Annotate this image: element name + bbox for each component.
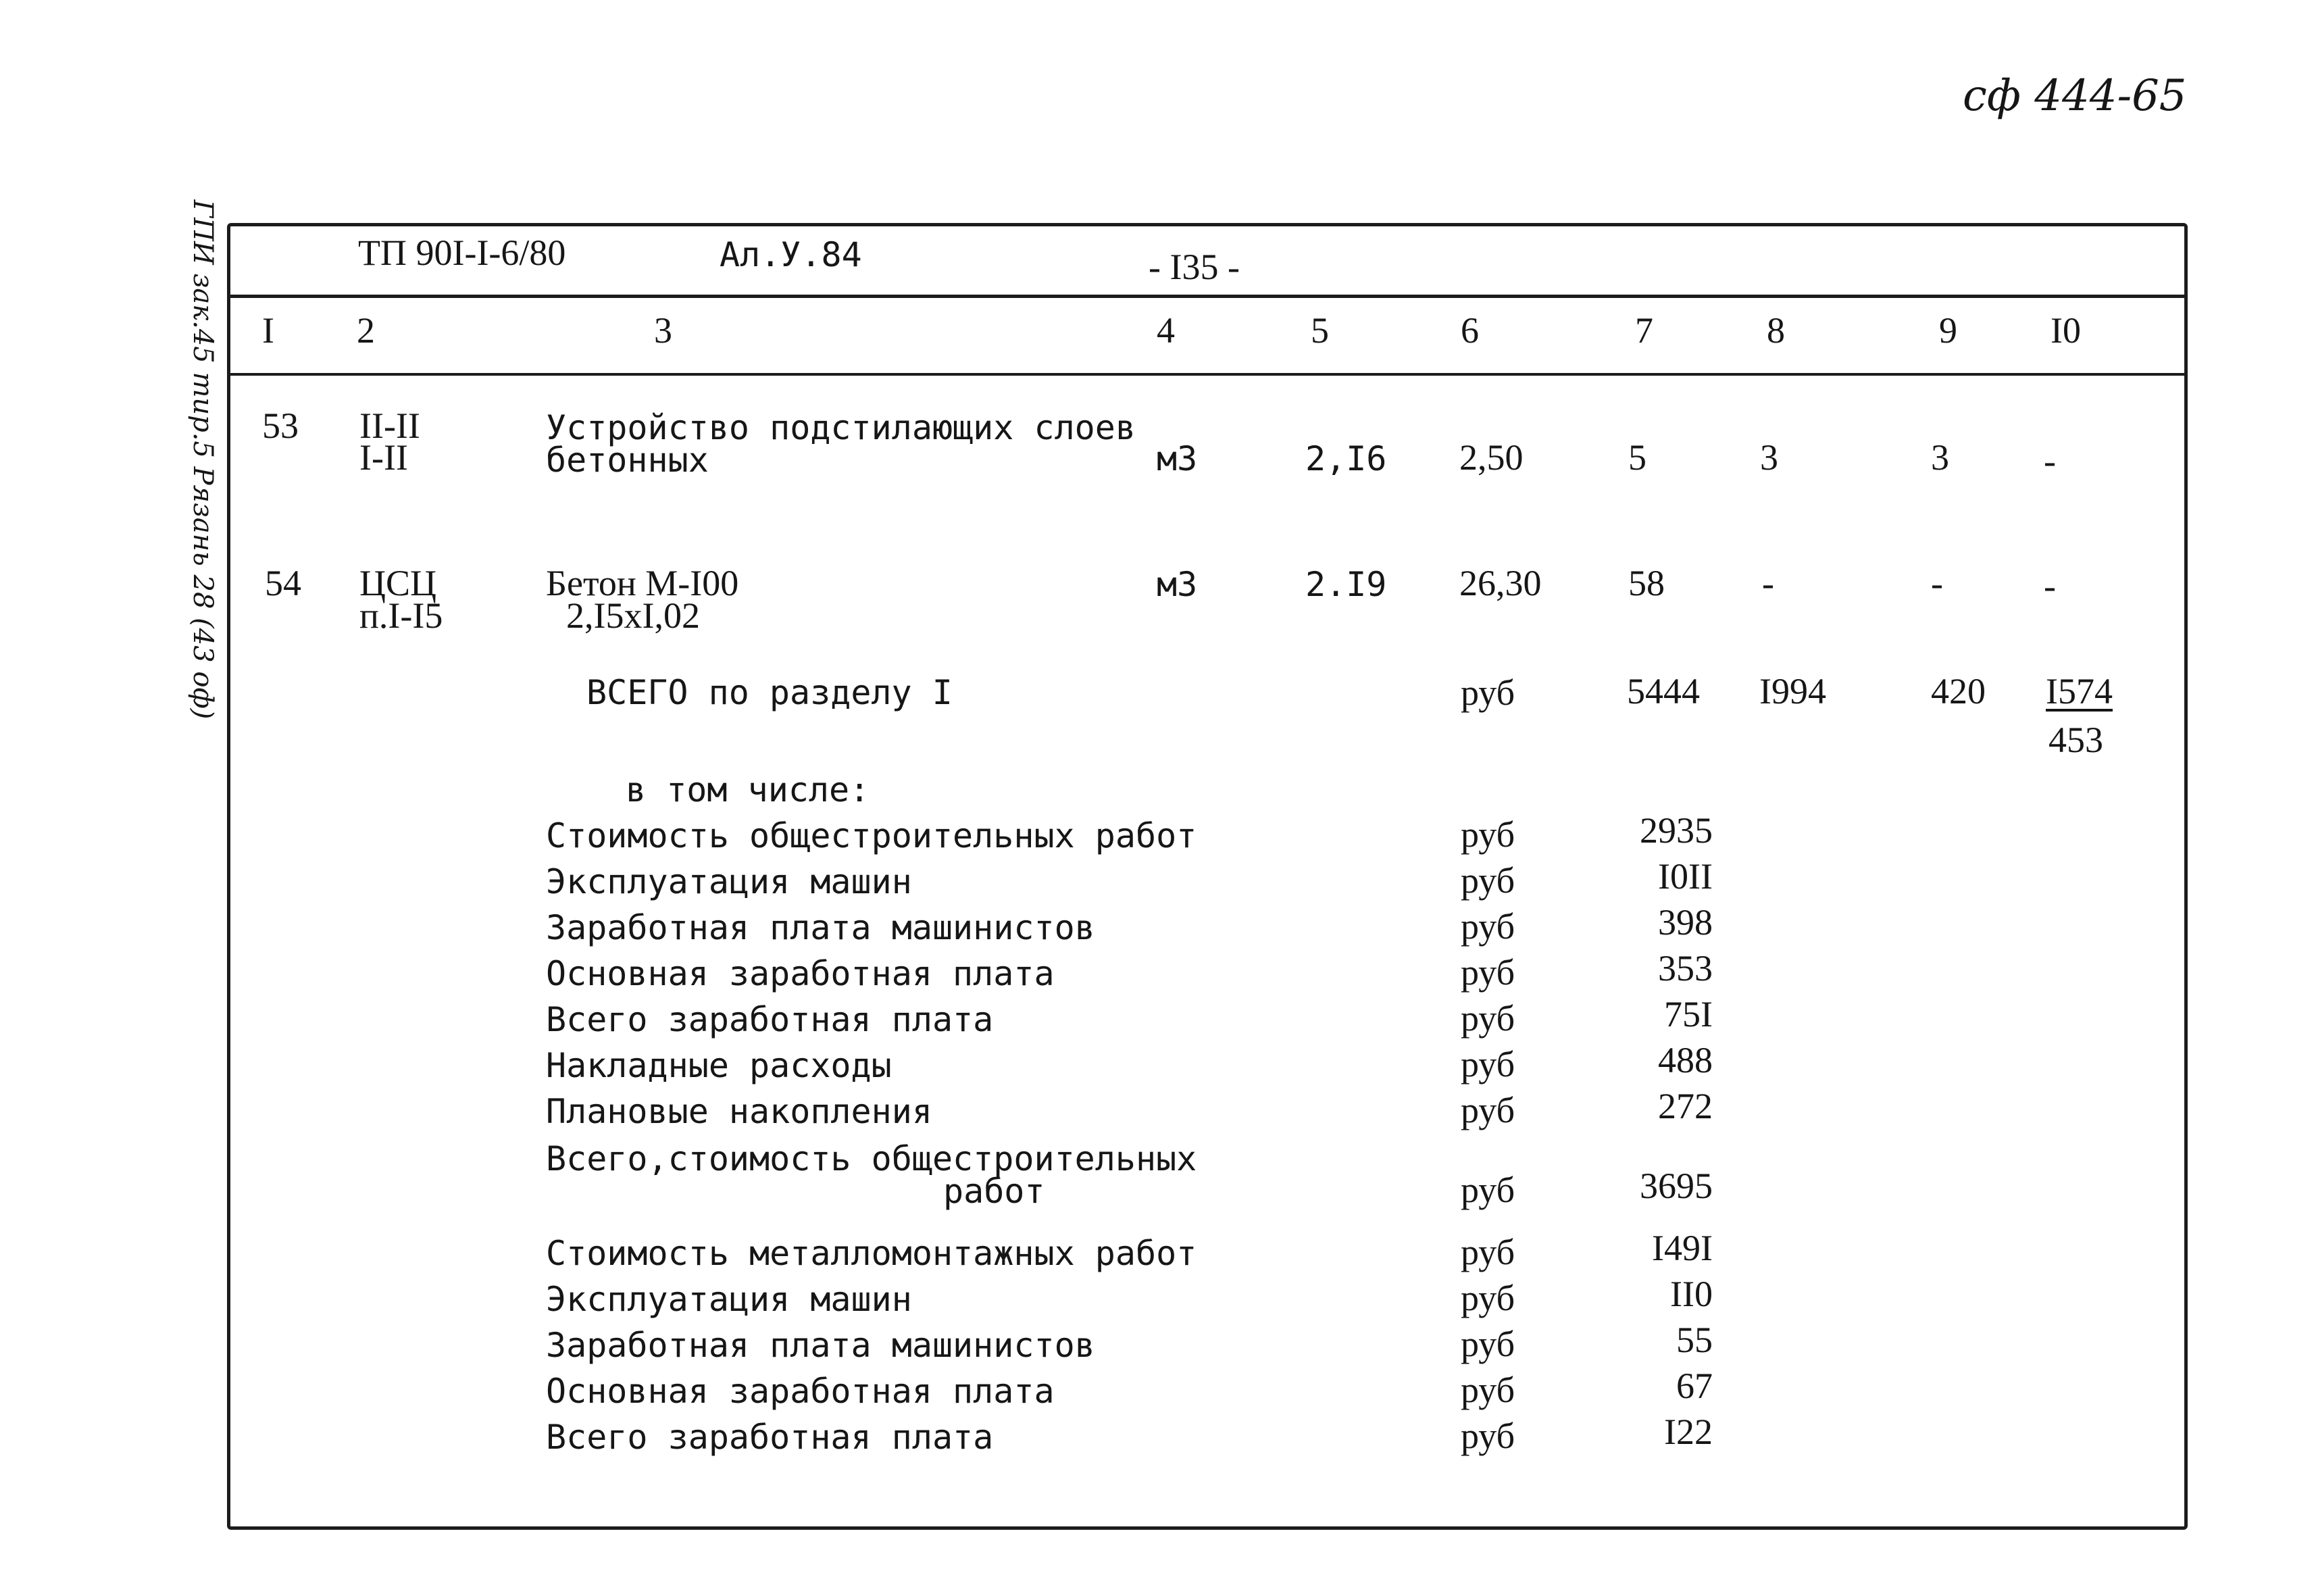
list-item-unit: руб — [1461, 1170, 1515, 1210]
list-item-value: 55 — [1676, 1320, 1713, 1360]
page-number: - I35 - — [1149, 247, 1240, 287]
list-item-label: Эксплуатация машин — [546, 862, 912, 901]
row-col7: 58 — [1628, 563, 1665, 603]
list-item-label: Стоимость металломонтажных работ — [546, 1234, 1197, 1273]
row-name: Устройство подстилающих слоев — [546, 408, 1136, 447]
list-item-unit: руб — [1461, 1370, 1515, 1410]
col-num-5: 5 — [1311, 310, 1329, 351]
list-item-label: Накладные расходы — [546, 1046, 892, 1085]
list-item-unit: руб — [1461, 952, 1515, 993]
col-num-2: 2 — [357, 310, 375, 351]
print-stamp: ГПИ зак.45 тир.5 Рязань 28 (43 оф) — [187, 199, 218, 720]
col-num-6: 6 — [1461, 310, 1479, 351]
list-item-label: Основная заработная плата — [546, 954, 1055, 993]
table-frame — [227, 223, 2188, 1530]
col-num-1: I — [262, 310, 274, 351]
list-item-value: 3695 — [1640, 1166, 1713, 1206]
total-col10-top: I574 — [2046, 671, 2113, 712]
row-col10: - — [2044, 441, 2056, 481]
row-code: ЦСЦ — [359, 563, 437, 603]
list-item-unit: руб — [1461, 1324, 1515, 1364]
total-unit: руб — [1461, 672, 1515, 713]
list-item-value: 2935 — [1640, 810, 1713, 851]
corner-note: сф 444-65 — [1963, 71, 2187, 121]
list-item-unit: руб — [1461, 814, 1515, 855]
row-code: II-II — [359, 405, 420, 446]
row-price: 2,50 — [1459, 437, 1524, 478]
album-number: Ал.У.84 — [720, 235, 862, 274]
list-item-value: I0II — [1658, 856, 1713, 897]
list-item-label: Стоимость общестроительных работ — [546, 816, 1197, 855]
row-quantity: 2.I9 — [1305, 565, 1387, 604]
list-item-label: Заработная плата машинистов — [546, 908, 1095, 947]
row-number: 54 — [265, 563, 301, 603]
list-item-value: I22 — [1664, 1412, 1713, 1452]
row-col8: 3 — [1760, 437, 1778, 478]
row-name-cont: бетонных — [546, 441, 709, 480]
list-item-label-cont: работ — [943, 1172, 1045, 1211]
col-num-4: 4 — [1157, 310, 1175, 351]
row-col8: - — [1762, 563, 1774, 603]
list-item-label: Всего,стоимость общестроительных — [546, 1139, 1197, 1178]
list-item-label: Эксплуатация машин — [546, 1280, 912, 1319]
list-item-unit: руб — [1461, 906, 1515, 947]
list-item-value: II0 — [1670, 1274, 1713, 1314]
row-col10: - — [2044, 566, 2056, 606]
col-num-3: 3 — [654, 310, 672, 351]
col-num-8: 8 — [1767, 310, 1785, 351]
list-item-unit: руб — [1461, 998, 1515, 1039]
list-item-unit: руб — [1461, 1232, 1515, 1272]
header-divider — [230, 295, 2185, 298]
row-name-cont: 2,I5хI,02 — [566, 595, 700, 636]
doc-code: ТП 90I-I-6/80 — [358, 232, 566, 273]
list-item-label: Всего заработная плата — [546, 1418, 994, 1457]
including-label: в том числе: — [626, 770, 870, 809]
list-item-value: 67 — [1676, 1366, 1713, 1406]
total-col9: 420 — [1931, 671, 1986, 712]
row-unit: м3 — [1157, 565, 1198, 604]
column-header-divider — [230, 373, 2185, 376]
total-col10-bottom: 453 — [2048, 720, 2103, 760]
row-name: Бетон М-I00 — [546, 563, 739, 603]
row-col9: 3 — [1931, 437, 1949, 478]
total-col7: 5444 — [1627, 671, 1700, 712]
row-number: 53 — [262, 405, 299, 446]
list-item-value: 75I — [1664, 994, 1713, 1034]
list-item-value: 353 — [1658, 948, 1713, 989]
list-item-label: Плановые накопления — [546, 1092, 932, 1131]
list-item-unit: руб — [1461, 1278, 1515, 1318]
row-unit: м3 — [1157, 439, 1198, 478]
row-quantity: 2,I6 — [1305, 439, 1387, 478]
list-item-value: 488 — [1658, 1040, 1713, 1080]
list-item-unit: руб — [1461, 1044, 1515, 1084]
row-col7: 5 — [1628, 437, 1646, 478]
list-item-value: 272 — [1658, 1086, 1713, 1126]
total-col8: I994 — [1759, 671, 1826, 712]
list-item-unit: руб — [1461, 860, 1515, 901]
list-item-label: Основная заработная плата — [546, 1372, 1055, 1411]
list-item-unit: руб — [1461, 1416, 1515, 1456]
row-code-sub: п.I-I5 — [359, 595, 443, 636]
list-item-value: 398 — [1658, 902, 1713, 943]
list-item-unit: руб — [1461, 1090, 1515, 1130]
col-num-9: 9 — [1939, 310, 1957, 351]
row-col9: - — [1931, 563, 1943, 603]
col-num-7: 7 — [1635, 310, 1653, 351]
col-num-10: I0 — [2051, 310, 2081, 351]
list-item-label: Всего заработная плата — [546, 1000, 994, 1039]
row-price: 26,30 — [1459, 563, 1542, 603]
list-item-value: I49I — [1652, 1228, 1713, 1268]
total-label: ВСЕГО по разделу I — [586, 673, 953, 712]
list-item-label: Заработная плата машинистов — [546, 1326, 1095, 1365]
row-code-sub: I-II — [359, 437, 408, 478]
